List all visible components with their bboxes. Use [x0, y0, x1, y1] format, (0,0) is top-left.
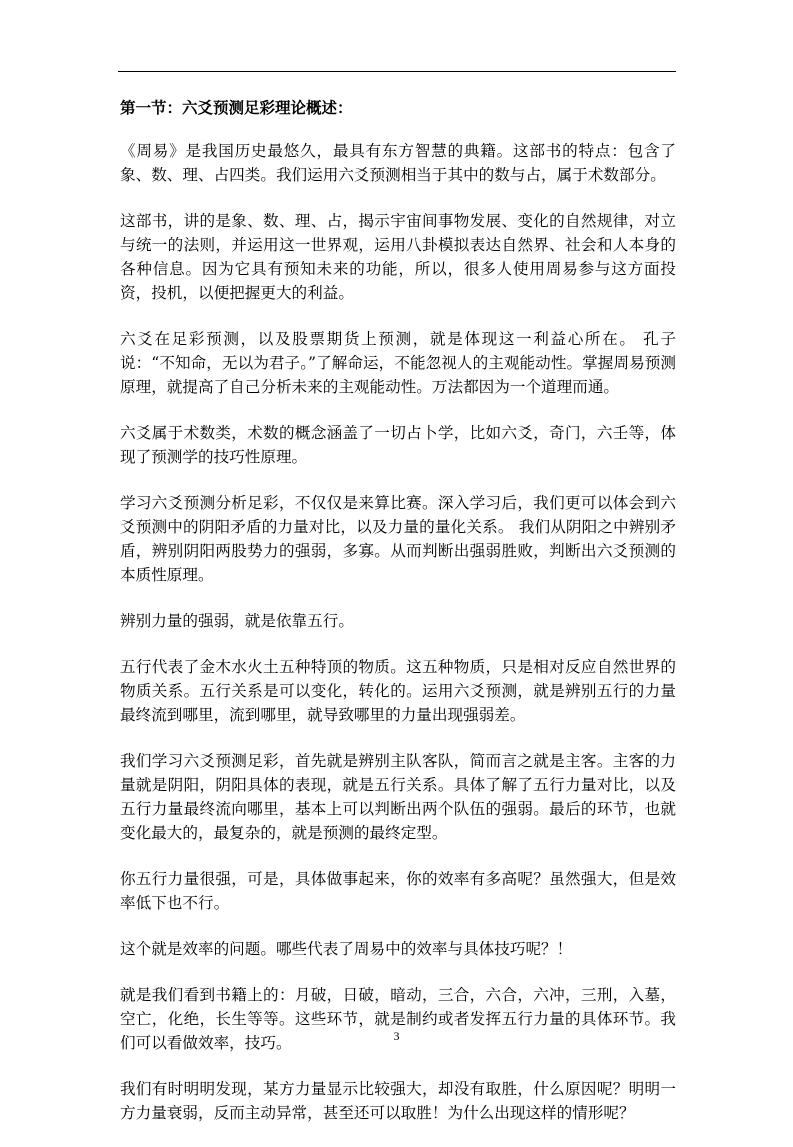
page-number: 3 [393, 1029, 400, 1043]
paragraph-6: 辨别力量的强弱，就是依靠五行。 [120, 612, 354, 630]
paragraph-7: 五行代表了金木水火土五种特顶的物质。这五种物质，只是相对反应自然世界的物质关系。五行关系是可以变化，转化的。运用六爻预测，就是辨别五行的力量最终流到哪里，流到哪里，就导致哪里的力量出现强弱差。 [120, 658, 676, 724]
section-heading: 第一节：六爻预测足彩理论概述： [120, 98, 353, 117]
paragraph-11: 就是我们看到书籍上的：月破，日破，暗动，三合，六合，六冲，三刑，入墓，空亡，化绝，长生等等。这些环节，就是制约或者发挥五行力量的具体环节。我们可以看做效率，技巧。 [120, 986, 676, 1052]
paragraph-10: 这个就是效率的问题。哪些代表了周易中的效率与具体技巧呢？！ [120, 940, 573, 958]
paragraph-4: 六爻属于术数类，术数的概念涵盖了一切占卜学，比如六爻，奇门，六壬等，体现了预测学的技巧性原理。 [120, 424, 676, 466]
paragraph-9: 你五行力量很强，可是，具体做事起来，你的效率有多高呢？虽然强大，但是效率低下也不行。 [120, 870, 676, 912]
paragraph-5: 学习六爻预测分析足彩，不仅仅是来算比赛。深入学习后，我们更可以体会到六爻预测中的阴阳矛盾的力量对比，以及力量的量化关系。 我们从阴阳之中辨别矛盾，辨别阴阳两股势力的强弱，多寡。从而判断出强弱胜败，判断出六爻预测的本质性原理。 [120, 494, 676, 584]
paragraph-3: 六爻在足彩预测，以及股票期货上预测，就是体现这一利益心所在。 孔子说：“不知命，无以为君子。”了解命运，不能忽视人的主观能动性。掌握周易预测原理，就提高了自己分析未来的主观能动性。万法都因为一个道理而通。 [120, 330, 676, 396]
paragraph-8: 我们学习六爻预测足彩，首先就是辨别主队客队，简而言之就是主客。主客的力量就是阴阳，阴阳具体的表现，就是五行关系。具体了解了五行力量对比，以及五行力量最终流向哪里，基本上可以判断出两个队伍的强弱。最后的环节，也就变化最大的，最复杂的，就是预测的最终定型。 [120, 752, 676, 842]
paragraph-2: 这部书，讲的是象、数、理、占，揭示宇宙间事物发展、变化的自然规律，对立与统一的法则，并运用这一世界观，运用八卦模拟表达自然界、社会和人本身的各种信息。因为它具有预知未来的功能，所以，很多人使用周易参与这方面投资，投机，以便把握更大的利益。 [120, 212, 676, 302]
paragraph-1: 《周易》是我国历史最悠久，最具有东方智慧的典籍。这部书的特点：包含了象、数、理、占四类。我们运用六爻预测相当于其中的数与占，属于术数部分。 [120, 142, 676, 184]
header-rule [118, 71, 676, 72]
paragraph-12: 我们有时明明发现，某方力量显示比较强大，却没有取胜，什么原因呢？明明一方力量衰弱，反而主动异常，甚至还可以取胜！为什么出现这样的情形呢？ [120, 1080, 676, 1122]
document-body [120, 96, 676, 1147]
